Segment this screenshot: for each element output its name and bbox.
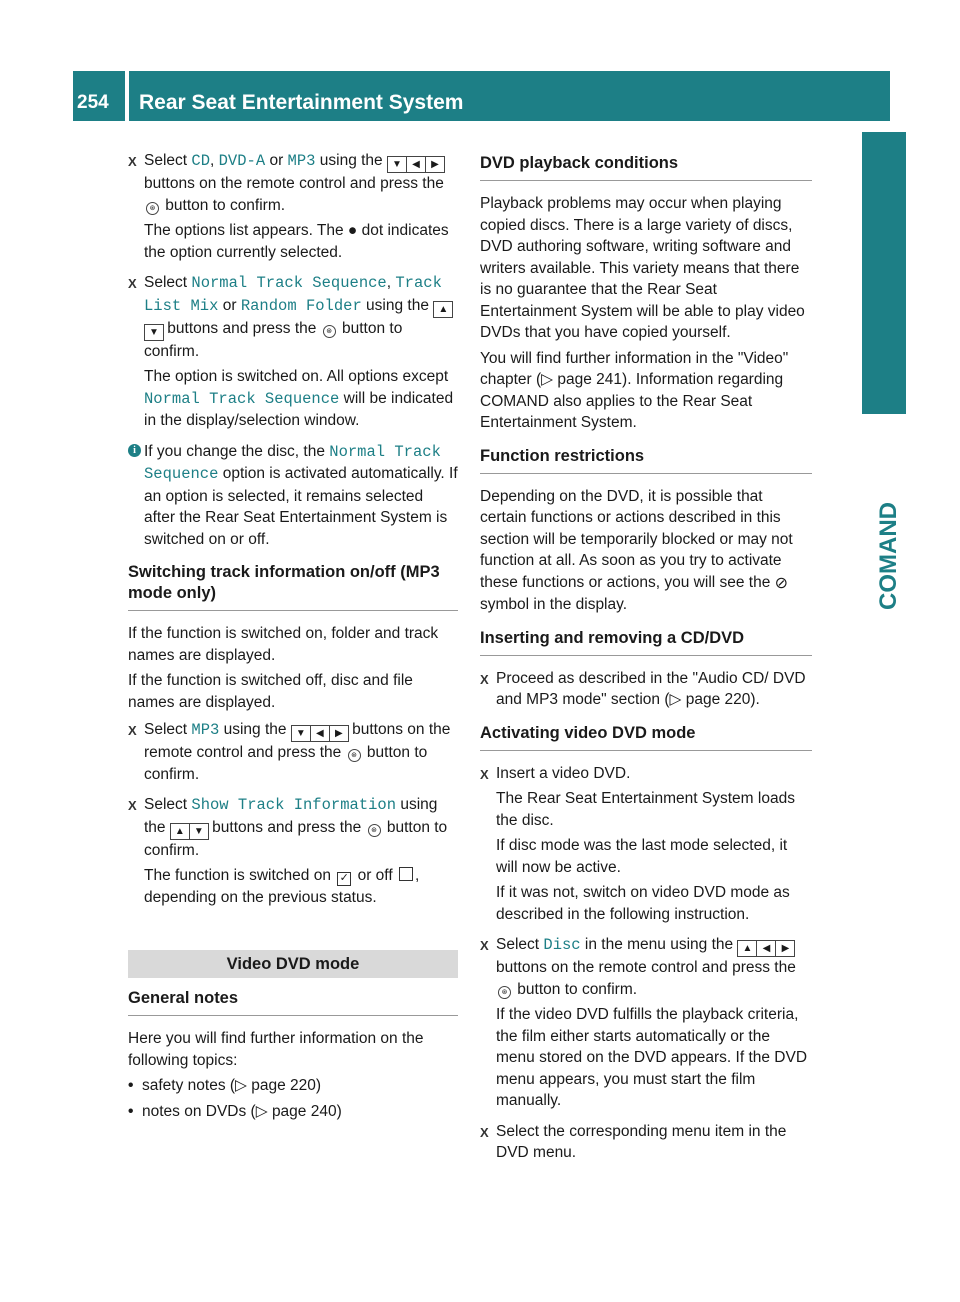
chapter-title: Rear Seat Entertainment System (139, 91, 464, 114)
left-key-icon: ◀ (310, 725, 330, 742)
step-arrow-icon: X (480, 766, 489, 782)
info-icon: i (128, 444, 141, 457)
step-select-disc: X Select Disc in the menu using the ▲ ◀ ▶ buttons on the remote control and press the ⊛ button to confirm. If the video DVD fulfills the playback criteria, the film either starts automatically or the menu stored on the DVD appears. If the DVD menu appears, you must start the film manually. (480, 936, 808, 1109)
step-insert-video-dvd: X Insert a video DVD. The Rear Seat Entertainment System loads the disc. If disc mode was the last mode selected, it will now be active. If it was not, switch on video DVD mode as described in the following instruction. (480, 764, 795, 923)
ok-button-icon: ⊛ (146, 202, 159, 215)
step-select-menu-item: X Select the corresponding menu item in the DVD menu. (480, 1122, 787, 1161)
option-mp3: MP3 (287, 152, 316, 170)
ok-button-icon: ⊛ (498, 986, 511, 999)
step-arrow-icon: X (480, 671, 489, 687)
paragraph: If the function is switched off, disc and file names are displayed. (128, 672, 413, 711)
down-key-icon: ▼ (291, 725, 311, 742)
checkbox-empty-icon (399, 867, 413, 881)
step-show-track-info: X Select Show Track Information using the ▲ ▼ buttons and press the ⊛ button to confirm. The function is switched on ✓ or off , depending on the previous status. (128, 796, 448, 906)
heading-activating-video-dvd: Activating video DVD mode (480, 723, 812, 751)
paragraph: You will find further information in the "Video" chapter (▷ page 241). Information regarding COMAND also applies to the Rear Seat Entertainment System. (480, 349, 789, 431)
heading-inserting-removing: Inserting and removing a CD/DVD (480, 628, 812, 656)
left-key-icon: ◀ (756, 940, 776, 957)
page-number: 254 (77, 92, 109, 113)
paragraph: Depending on the DVD, it is possible that certain functions or actions described in this section will be temporarily blocked or may not function at all. As soon as you try to activate these functions or actions, you will see the ⊘symbol in the display. (480, 487, 793, 613)
left-key-icon: ◀ (406, 156, 426, 173)
paragraph: Playback problems may occur when playing copied discs. There is a large variety of discs, DVD authoring software, writing software and writers available. This variety means that there is no guarantee that the Rear Seat Entertainment System will be able to play video DVDs that you have copied yourself. (480, 195, 805, 341)
step-arrow-icon: X (128, 798, 137, 813)
left-column (128, 150, 458, 1126)
option-cd: CD (191, 152, 210, 170)
step-select-mp3: X Select MP3 using the ▼ ◀ ▶ buttons on the remote control and press the ⊛ button to confirm. (128, 721, 451, 783)
side-label-text: COMAND (875, 502, 902, 610)
up-key-icon: ▲ (737, 940, 757, 957)
right-column (480, 150, 812, 1173)
ok-button-icon: ⊛ (323, 325, 336, 338)
heading-function-restrictions: Function restrictions (480, 446, 812, 474)
down-key-icon: ▼ (144, 324, 164, 341)
up-key-icon: ▲ (170, 823, 190, 840)
up-key-icon: ▲ (433, 301, 453, 318)
right-key-icon: ▶ (775, 940, 795, 957)
heading-dvd-playback-conditions: DVD playback conditions (480, 153, 812, 181)
heading-switching-track-info: Switching track information on/off (MP3 mode only) (128, 562, 458, 611)
right-key-icon: ▶ (425, 156, 445, 173)
option-dvd-a: DVD-A (218, 152, 266, 170)
section-title-video-dvd: Video DVD mode (128, 950, 458, 978)
ok-button-icon: ⊛ (368, 824, 381, 837)
step-insert: X Proceed as described in the "Audio CD/ DVD and MP3 mode" section (▷ page 220). (480, 669, 806, 708)
step-arrow-icon: X (128, 276, 137, 291)
step-arrow-icon: X (480, 938, 489, 953)
step-select-track-option: X Select Normal Track Sequence, Track List Mix or Random Folder using the ▲▼ buttons and press the ⊛ button to confirm. The option is switched on. All options except Normal Track Sequence will be indicated in the display/selection window. (128, 274, 454, 429)
dot-icon: ● (347, 222, 358, 239)
list-item: • safety notes (▷ page 220) (128, 1077, 322, 1094)
down-key-icon: ▼ (387, 156, 407, 173)
info-note: i If you change the disc, the Normal Track Sequence option is activated automatically. If an option is selected, it remains selected after the Rear Seat Entertainment System is switched on or off. (128, 441, 458, 551)
step-select-mode: X Select CD, DVD-A or MP3 using the ▼ ◀ ▶ buttons on the remote control and press the ⊛ button to confirm. The options list appears. The ● dot indicates the option currently selected. (128, 152, 449, 261)
step-arrow-icon: X (480, 1124, 489, 1140)
ok-button-icon: ⊛ (348, 749, 361, 762)
checkbox-checked-icon: ✓ (337, 872, 351, 886)
step-arrow-icon: X (128, 723, 137, 738)
list-item: • notes on DVDs (▷ page 240) (128, 1102, 342, 1120)
header-divider (125, 71, 129, 121)
down-key-icon: ▼ (189, 823, 209, 840)
right-key-icon: ▶ (329, 725, 349, 742)
paragraph: If the function is switched on, folder and track names are displayed. (128, 625, 439, 664)
heading-general-notes: General notes (128, 988, 458, 1016)
side-label (858, 300, 910, 610)
prohibited-icon: ⊘ (774, 574, 789, 592)
paragraph: Here you will find further information on the following topics: (128, 1030, 424, 1069)
step-arrow-icon: X (128, 154, 137, 169)
